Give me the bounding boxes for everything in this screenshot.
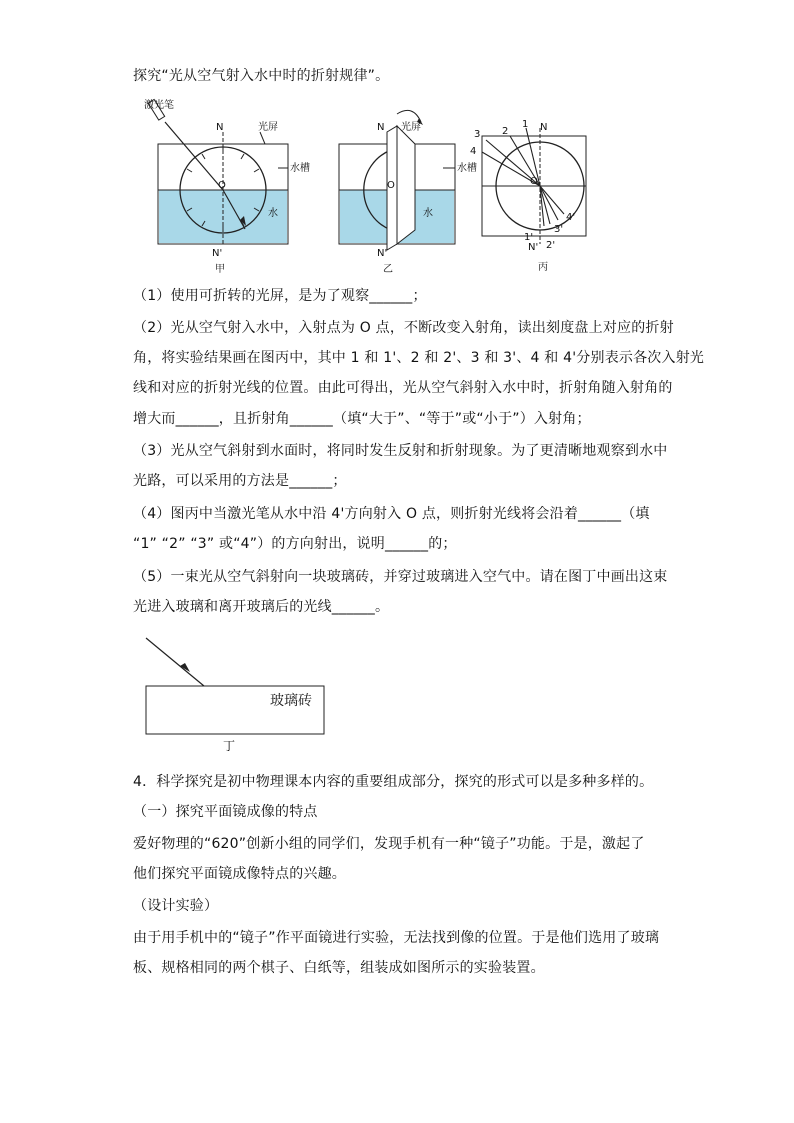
svg-text:N: N — [377, 122, 385, 133]
section4-p1: 4．科学探究是初中物理课本内容的重要组成部分，探究的形式可以是多种多样的。 — [133, 774, 654, 790]
screen-folded-panel — [397, 126, 415, 244]
svg-text:3': 3' — [554, 224, 564, 235]
section4-p2: （一）探究平面镜成像的特点 — [133, 804, 318, 820]
svg-text:甲: 甲 — [215, 264, 225, 275]
svg-text:N: N — [540, 122, 548, 133]
svg-text:水槽: 水槽 — [457, 163, 477, 174]
svg-text:2: 2 — [502, 126, 509, 137]
section4-p3-line-2: 他们探究平面镜成像特点的兴趣。 — [133, 866, 346, 882]
svg-text:O: O — [218, 180, 226, 191]
svg-text:N: N — [216, 122, 224, 133]
svg-text:N': N' — [528, 242, 539, 253]
svg-text:O: O — [387, 180, 395, 191]
question-3-line-2: 光路，可以采用的方法是______； — [133, 473, 347, 489]
svg-text:水: 水 — [423, 208, 433, 219]
question-5-line-2: 光进入玻璃和离开玻璃后的光线______。 — [133, 599, 390, 615]
svg-text:N': N' — [377, 248, 388, 259]
svg-text:O: O — [530, 176, 538, 187]
intro-line: 探究“光从空气射入水中时的折射规律”。 — [133, 68, 390, 84]
svg-text:1: 1 — [522, 119, 529, 130]
incident-ray — [146, 638, 204, 686]
svg-text:水: 水 — [268, 208, 278, 219]
svg-text:3: 3 — [474, 129, 481, 140]
question-4-line-1: （4）图丙中当激光笔从水中沿 4'方向射入 O 点，则折射光线将会沿着______（填 — [133, 506, 650, 522]
svg-text:4': 4' — [566, 212, 576, 223]
section4-p3-line-1: 爱好物理的“620”创新小组的同学们，发现手机有一种“镜子”功能。于是，激起了 — [133, 836, 645, 852]
question-2-line-2: 角，将实验结果画在图丙中，其中 1 和 1'、2 和 2'、3 和 3'、4 和 4'分别表示各次入射光 — [133, 350, 705, 366]
svg-text:2': 2' — [546, 240, 556, 251]
question-2-line-3: 线和对应的折射光线的位置。由此可得出，光从空气斜射入水中时，折射角随入射角的 — [133, 380, 673, 396]
figure-bing — [470, 114, 600, 274]
question-5-line-1: （5）一束光从空气斜射向一块玻璃砖，并穿过玻璃进入空气中。请在图丁中画出这束 — [133, 569, 668, 585]
svg-text:1': 1' — [524, 232, 534, 243]
svg-text:水槽: 水槽 — [290, 163, 310, 174]
figure-jia — [140, 94, 310, 275]
question-2-line-4: 增大而______，且折射角______（填“大于”、“等于”或“小于”）入射角； — [133, 411, 591, 427]
svg-text:N': N' — [212, 248, 223, 259]
svg-text:丁: 丁 — [223, 739, 236, 753]
svg-text:丙: 丙 — [538, 262, 548, 273]
svg-text:4: 4 — [470, 146, 477, 157]
question-3-line-1: （3）光从空气斜射到水面时，将同时发生反射和折射现象。为了更清晰地观察到水中 — [133, 443, 668, 459]
figure-ding — [140, 632, 340, 754]
svg-text:光屏: 光屏 — [401, 122, 421, 133]
refracted-rays — [540, 186, 564, 226]
figure-yi — [325, 94, 475, 274]
question-4-line-2: “1” “2” “3” 或“4”）的方向射出，说明______的； — [133, 536, 457, 552]
section4-p5-line-1: 由于用手机中的“镜子”作平面镜进行实验，无法找到像的位置。于是他们选用了玻璃 — [133, 930, 660, 946]
svg-text:激光笔: 激光笔 — [144, 100, 174, 111]
question-2-line-1: （2）光从空气射入水中，入射点为 O 点，不断改变入射角，读出刻度盘上对应的折射 — [133, 320, 674, 336]
section4-p5-line-2: 板、规格相同的两个棋子、白纸等，组装成如图所示的实验装置。 — [133, 960, 545, 976]
section4-p4: （设计实验） — [133, 898, 219, 914]
svg-text:乙: 乙 — [383, 264, 393, 275]
svg-text:光屏: 光屏 — [258, 122, 278, 133]
svg-text:玻璃砖: 玻璃砖 — [270, 693, 312, 709]
question-1: （1）使用可折转的光屏，是为了观察______； — [133, 288, 427, 304]
